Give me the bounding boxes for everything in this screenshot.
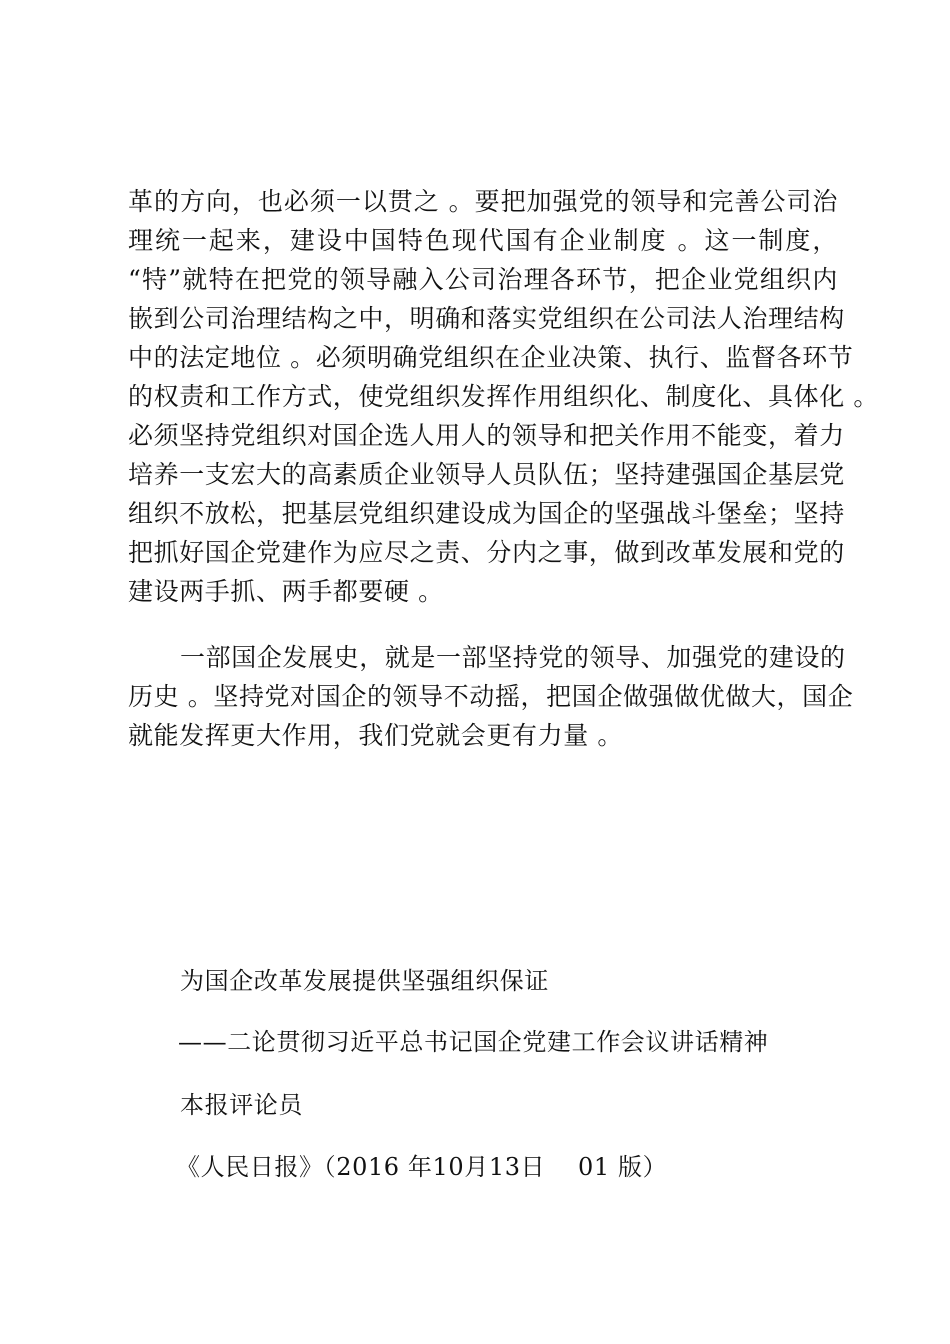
paragraph-line: 把抓好国企党建作为应尽之责、分内之事，做到改革发展和党的	[128, 538, 845, 567]
paragraph-2	[128, 638, 854, 755]
paragraph-spacer	[128, 611, 838, 638]
article-title: 为国企改革发展提供坚强组织保证	[180, 967, 549, 995]
paragraph-line: 中的法定地位 。必须明确党组织在企业决策、执行、监督各环节	[128, 343, 854, 372]
paragraph-line: 组织不放松，把基层党组织建设成为国企的坚强战斗堡垒；坚持	[128, 499, 845, 528]
paragraph-line: 理统一起来，建设中国特色现代国有企业制度 。这一制度，	[128, 226, 838, 255]
paragraph-line: 一部国企发展史，就是一部坚持党的领导、加强党的建设的	[180, 643, 846, 672]
paragraph-line: “特”就特在把党的领导融入公司治理各环节，把企业党组织内	[128, 265, 838, 294]
paragraph-line: 革的方向，也必须一以贯之 。要把加强党的领导和完善公司治	[128, 187, 838, 216]
paragraph-line: 建设两手抓、两手都要硬 。	[128, 577, 444, 606]
paragraph-1	[128, 182, 879, 611]
article-subtitle: ——二论贯彻习近平总书记国企党建工作会议讲话精神	[178, 1028, 769, 1056]
paragraph-line: 的权责和工作方式，使党组织发挥作用组织化、制度化、具体化 。	[128, 382, 879, 411]
paragraph-line: 必须坚持党组织对国企选人用人的领导和把关作用不能变，着力	[128, 421, 845, 450]
article-source: 《人民日报》（2016 年10月13日 01 版）	[176, 1153, 668, 1181]
paragraph-line: 历史 。坚持党对国企的领导不动摇，把国企做强做优做大，国企	[128, 682, 854, 711]
paragraph-line: 培养一支宏大的高素质企业领导人员队伍；坚持建强国企基层党	[128, 460, 845, 489]
paragraph-line: 就能发挥更大作用，我们党就会更有力量 。	[128, 721, 623, 750]
paragraph-line: 嵌到公司治理结构之中，明确和落实党组织在公司法人治理结构	[128, 304, 845, 333]
article-author: 本报评论员	[180, 1091, 303, 1119]
article-body	[128, 182, 879, 755]
